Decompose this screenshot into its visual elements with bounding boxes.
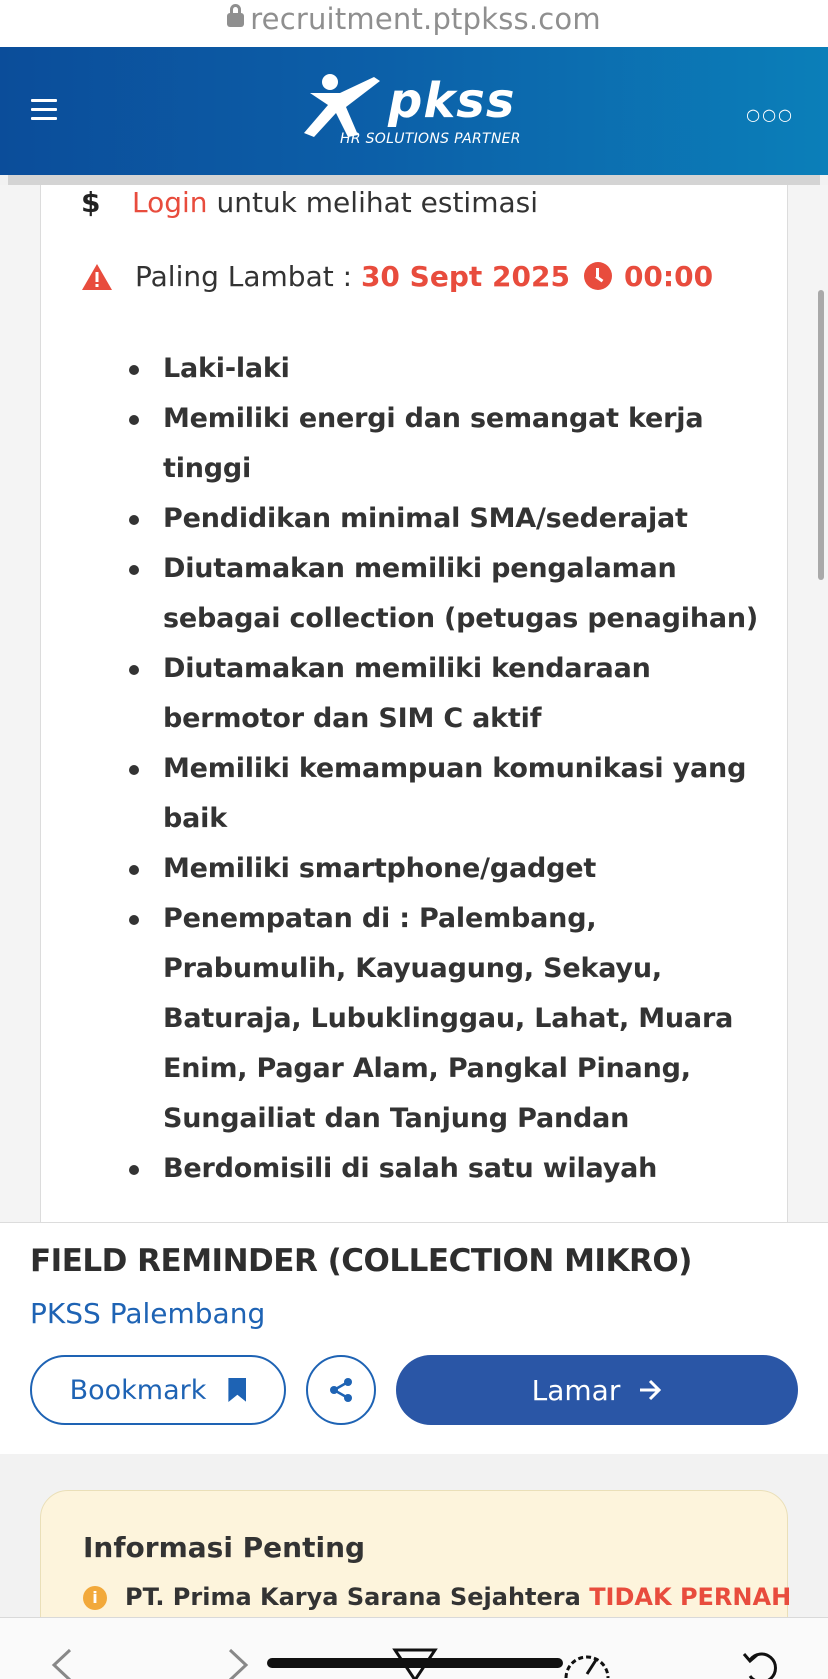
deadline-date: 30 Sept 2025 <box>360 260 570 293</box>
list-item: Diutamakan memiliki pengalaman sebagai collection (petugas penagihan) <box>129 544 769 644</box>
warning-icon <box>81 263 113 291</box>
arrow-right-icon <box>638 1379 662 1401</box>
header-divider <box>8 175 820 185</box>
job-action-panel <box>0 1222 828 1454</box>
list-item: Memiliki kemampuan komunikasi yang baik <box>129 744 769 844</box>
info-line-highlight: TIDAK PERNAH <box>589 1583 792 1611</box>
important-info-card <box>40 1490 792 1630</box>
url-label: recruitment.ptpkss.com <box>250 2 601 36</box>
share-icon <box>328 1377 354 1403</box>
list-item: Laki-laki <box>129 344 769 394</box>
deadline-row <box>81 258 713 293</box>
job-title: FIELD REMINDER (COLLECTION MIKRO) <box>30 1243 692 1279</box>
info-title: Informasi Penting <box>83 1531 366 1564</box>
bookmark-icon <box>228 1378 246 1402</box>
more-dots-icon[interactable]: ○○○ <box>746 105 794 124</box>
company-link[interactable]: PKSS Palembang <box>30 1297 266 1330</box>
bookmark-label: Bookmark <box>69 1374 207 1406</box>
lock-icon <box>227 13 244 27</box>
hamburger-icon[interactable] <box>31 99 57 119</box>
info-icon: i <box>83 1586 107 1610</box>
apply-button[interactable] <box>396 1355 798 1425</box>
pkss-logo[interactable] <box>300 73 540 153</box>
salary-row <box>81 186 538 219</box>
list-item: Pendidikan minimal SMA/sederajat <box>129 494 769 544</box>
salary-text: untuk melihat estimasi <box>216 186 539 219</box>
forward-icon[interactable] <box>226 1648 250 1679</box>
list-item: Diutamakan memiliki kendaraan bermotor dan SIM C aktif <box>129 644 769 744</box>
url-text[interactable] <box>0 2 828 36</box>
bookmark-button[interactable] <box>30 1355 286 1425</box>
dollar-icon: $ <box>81 186 101 219</box>
logo-wordmark: pkss <box>388 73 516 129</box>
job-detail-scroll[interactable] <box>0 185 828 1222</box>
site-header <box>0 47 828 175</box>
address-bar[interactable] <box>0 0 828 47</box>
deadline-time: 00:00 <box>623 260 714 293</box>
list-item: Penempatan di : Palembang, Prabumulih, Kayuagung, Sekayu, Baturaja, Lubuklinggau, Lahat, Muara Enim, Pagar Alam, Pangkal Pinang, Sungailiat dan Tanjung Pandan <box>129 894 769 1144</box>
apply-label: Lamar <box>531 1373 621 1407</box>
speed-icon[interactable] <box>562 1646 612 1679</box>
list-item: Memiliki energi dan semangat kerja tinggi <box>129 394 769 494</box>
job-detail-card <box>40 185 788 1222</box>
logo-tagline: HR SOLUTIONS PARTNER <box>340 131 521 147</box>
login-link[interactable]: Login <box>132 186 208 219</box>
share-button[interactable] <box>306 1355 376 1425</box>
list-item: Memiliki smartphone/gadget <box>129 844 769 894</box>
deadline-label: Paling Lambat : <box>135 260 353 293</box>
back-icon[interactable] <box>50 1648 74 1679</box>
clock-icon <box>584 262 612 290</box>
logo-figure-icon <box>304 73 384 139</box>
info-line-text: PT. Prima Karya Sarana Sejahtera <box>125 1583 581 1611</box>
info-section <box>0 1454 828 1617</box>
scrollbar-thumb[interactable] <box>818 290 824 580</box>
reload-icon[interactable] <box>740 1646 784 1679</box>
list-item: Berdomisili di salah satu wilayah <box>129 1144 769 1194</box>
info-line <box>83 1583 791 1612</box>
requirements-list <box>129 344 769 1194</box>
browser-toolbar <box>0 1617 828 1679</box>
home-indicator <box>267 1658 563 1668</box>
